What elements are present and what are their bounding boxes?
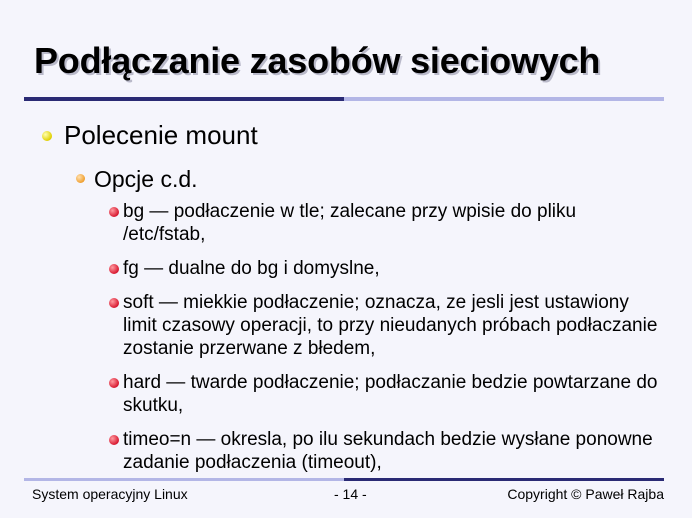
list-item xyxy=(123,200,663,246)
footer-page-number: - 14 - xyxy=(334,486,367,502)
yellow-bullet-icon xyxy=(42,131,52,141)
footer-line-light xyxy=(24,478,344,481)
bullet-level1: Polecenie mount xyxy=(64,120,258,150)
list-item xyxy=(123,257,663,280)
item-text: timeo=n — okresla, po ilu sekundach bedzie wysłane ponowne zadanie podłaczenia (timeout), xyxy=(123,429,653,473)
footer-line-dark xyxy=(344,478,664,481)
list-item xyxy=(123,291,663,360)
item-text: soft — miekkie podłaczenie; oznacza, ze jesli jest ustawiony limit czasowy operacji, to przy nieudanych próbach podłaczanie zostanie przerwane z błedem, xyxy=(123,292,658,359)
item-text: bg — podłaczenie w tle; zalecane przy wpisie do pliku /etc/fstab, xyxy=(123,201,577,245)
item-text: fg — dualne do bg i domyslne, xyxy=(123,258,380,279)
list-item xyxy=(123,428,663,474)
title-underline-light xyxy=(344,97,664,101)
footer-course: System operacyjny Linux xyxy=(32,486,188,502)
red-bullet-icon xyxy=(109,435,119,445)
option-list xyxy=(123,200,663,485)
red-bullet-icon xyxy=(109,207,119,217)
orange-bullet-icon xyxy=(76,174,85,183)
bullet-level2: Opcje c.d. xyxy=(94,166,198,192)
red-bullet-icon xyxy=(109,378,119,388)
slide-title: Podłączanie zasobów sieciowych xyxy=(34,40,601,81)
item-text: hard — twarde podłaczenie; podłaczanie bedzie powtarzane do skutku, xyxy=(123,372,658,416)
red-bullet-icon xyxy=(109,264,119,274)
footer-copyright: Copyright © Paweł Rajba xyxy=(507,486,664,502)
title-underline-dark xyxy=(24,97,344,101)
list-item xyxy=(123,371,663,417)
red-bullet-icon xyxy=(109,298,119,308)
